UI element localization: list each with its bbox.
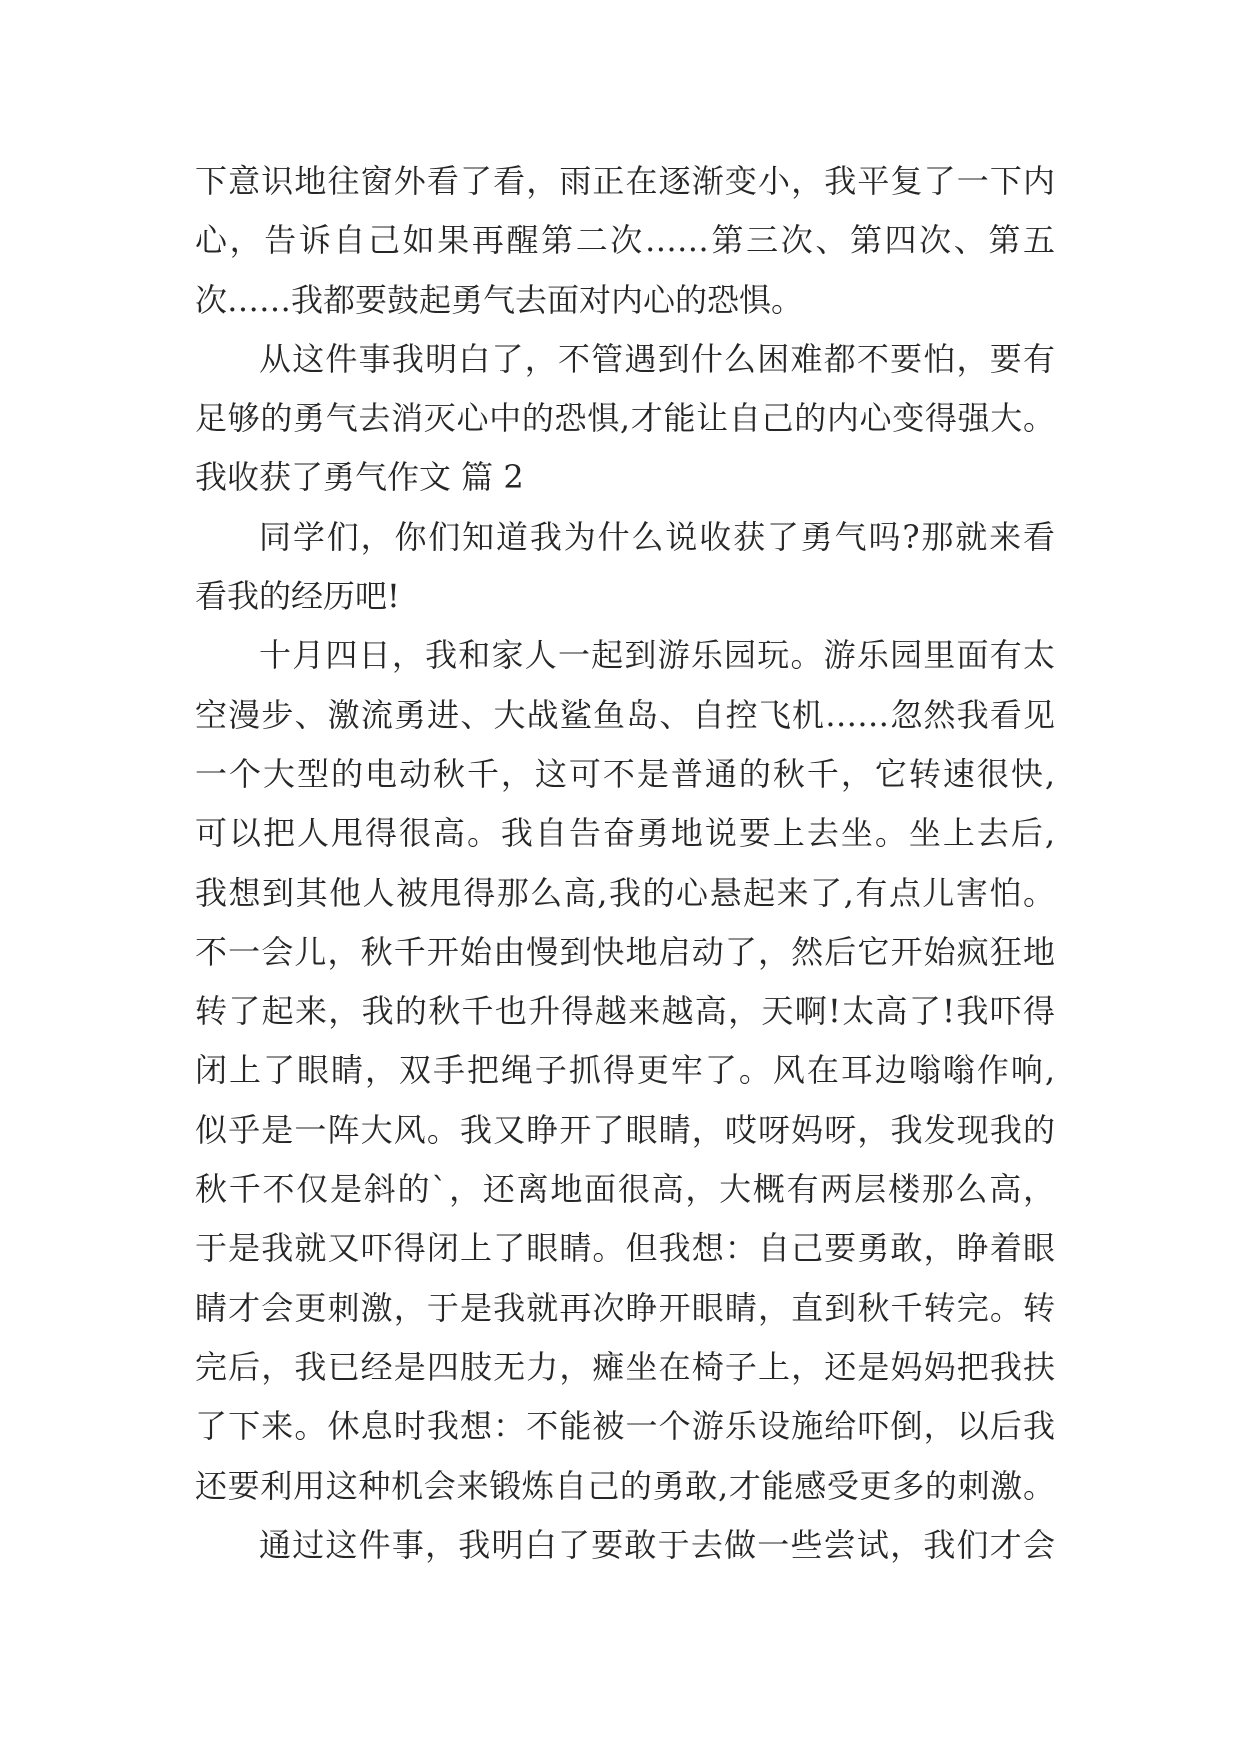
essay-heading: 我收获了勇气作文 篇 2 [195,458,524,497]
paragraph-first-line: 通过这件事，我明白了要敢于去做一些尝试，我们才会 [259,1525,1055,1564]
essay-body [195,152,1055,1575]
text-line: 一个大型的电动秋千，这可不是普通的秋千，它转速很快, [195,754,1055,793]
text-line: 足够的勇气去消灭心中的恐惧,才能让自己的内心变得强大。 [195,399,1055,438]
text-line: 空漫步、激流勇进、大战鲨鱼岛、自控飞机……忽然我看见 [195,695,1055,734]
text-line: 心，告诉自己如果再醒第二次……第三次、第四次、第五 [195,221,1055,260]
text-line: 次……我都要鼓起勇气去面对内心的恐惧。 [195,280,804,319]
text-line: 我想到其他人被甩得那么高,我的心悬起来了,有点儿害怕。 [195,873,1055,912]
text-line: 睛才会更刺激，于是我就再次睁开眼睛，直到秋千转完。转 [195,1288,1055,1327]
text-line: 下意识地往窗外看了看，雨正在逐渐变小，我平复了一下内 [195,162,1055,200]
text-line: 转了起来，我的秋千也升得越来越高，天啊!太高了!我吓得 [195,992,1055,1031]
text-line: 完后，我已经是四肢无力，瘫坐在椅子上，还是妈妈把我扶 [195,1347,1055,1386]
text-line: 秋千不仅是斜的`，还离地面很高，大概有两层楼那么高， [195,1170,1055,1209]
text-line: 不一会儿，秋千开始由慢到快地启动了，然后它开始疯狂地 [195,932,1055,971]
paragraph-first-line: 同学们，你们知道我为什么说收获了勇气吗?那就来看 [259,517,1055,556]
text-line: 看我的经历吧! [195,577,400,616]
text-line: 可以把人甩得很高。我自告奋勇地说要上去坐。坐上去后, [195,814,1055,853]
text-line: 于是我就又吓得闭上了眼睛。但我想：自己要勇敢，睁着眼 [195,1229,1055,1268]
text-line: 闭上了眼睛，双手把绳子抓得更牢了。风在耳边嗡嗡作响, [195,1051,1055,1090]
paragraph-first-line: 从这件事我明白了，不管遇到什么困难都不要怕，要有 [259,339,1055,378]
text-line: 还要利用这种机会来锻炼自己的勇敢,才能感受更多的刺激。 [195,1466,1055,1505]
paragraph-first-line: 十月四日，我和家人一起到游乐园玩。游乐园里面有太 [259,636,1055,675]
text-line: 似乎是一阵大风。我又睁开了眼睛，哎呀妈呀，我发现我的 [195,1110,1055,1149]
text-line: 了下来。休息时我想：不能被一个游乐设施给吓倒，以后我 [195,1407,1055,1446]
